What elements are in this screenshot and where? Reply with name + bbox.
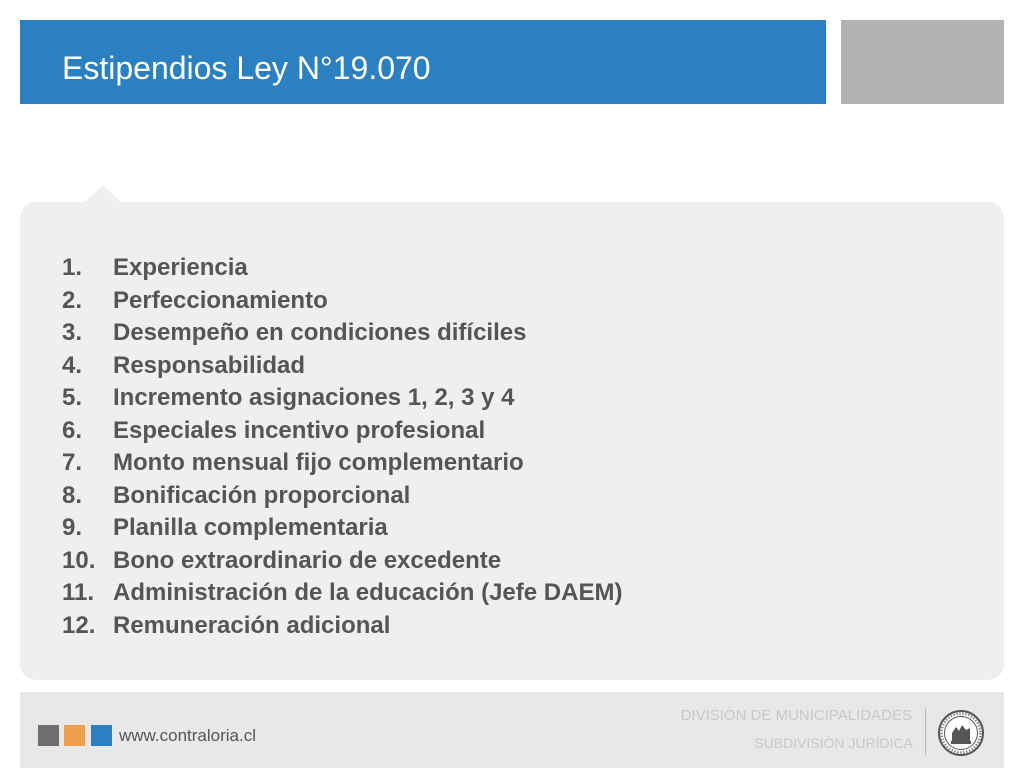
item-text: Bonificación proporcional	[113, 481, 411, 509]
item-text: Incremento asignaciones 1, 2, 3 y 4	[113, 384, 515, 411]
slide-title: Estipendios Ley N°19.070	[62, 50, 431, 86]
list-item	[62, 252, 622, 285]
item-number: 9.	[62, 514, 83, 541]
header-grey-block	[841, 20, 1004, 104]
list-item	[62, 415, 622, 448]
website-link[interactable]: www.contraloria.cl	[119, 726, 256, 745]
item-text: Remuneración adicional	[113, 611, 391, 639]
list-item	[62, 512, 622, 545]
list-item	[62, 317, 622, 350]
item-number: 2.	[62, 286, 83, 314]
list-item	[62, 610, 622, 643]
item-number: 4.	[62, 351, 83, 379]
footer-square-grey	[38, 725, 59, 746]
item-text: Planilla complementaria	[113, 514, 388, 541]
item-number: 7.	[62, 449, 83, 476]
subdivision-label: SUBDIVISIÓN JURÍDICA	[754, 735, 913, 751]
item-number: 3.	[62, 319, 83, 346]
item-number: 1.	[62, 254, 83, 281]
item-number: 12.	[62, 611, 96, 639]
item-number: 5.	[62, 384, 83, 411]
footer-divider	[925, 708, 926, 755]
item-text: Bono extraordinario de excedente	[113, 546, 502, 574]
item-number: 8.	[62, 481, 83, 509]
item-number: 11.	[62, 579, 95, 606]
list-item	[62, 285, 622, 318]
list-item	[62, 382, 622, 415]
contraloria-seal-icon	[937, 709, 985, 757]
item-number: 10.	[62, 546, 96, 574]
item-number: 6.	[62, 416, 83, 444]
item-text: Responsabilidad	[113, 351, 306, 379]
list-item	[62, 350, 622, 383]
division-label: DIVISIÓN DE MUNICIPALIDADES	[680, 707, 912, 724]
stipend-list	[62, 252, 622, 642]
item-text: Monto mensual fijo complementario	[113, 449, 524, 476]
list-item	[62, 577, 622, 610]
list-item	[62, 545, 622, 578]
item-text: Experiencia	[113, 254, 248, 281]
item-text: Perfeccionamiento	[113, 286, 328, 314]
item-text: Especiales incentivo profesional	[113, 416, 486, 444]
item-text: Desempeño en condiciones difíciles	[113, 319, 527, 346]
list-item	[62, 480, 622, 513]
footer-square-orange	[64, 725, 85, 746]
content-pointer	[84, 185, 122, 203]
item-text: Administración de la educación (Jefe DAEM)	[113, 579, 623, 606]
list-item	[62, 447, 622, 480]
footer-square-blue	[91, 725, 112, 746]
